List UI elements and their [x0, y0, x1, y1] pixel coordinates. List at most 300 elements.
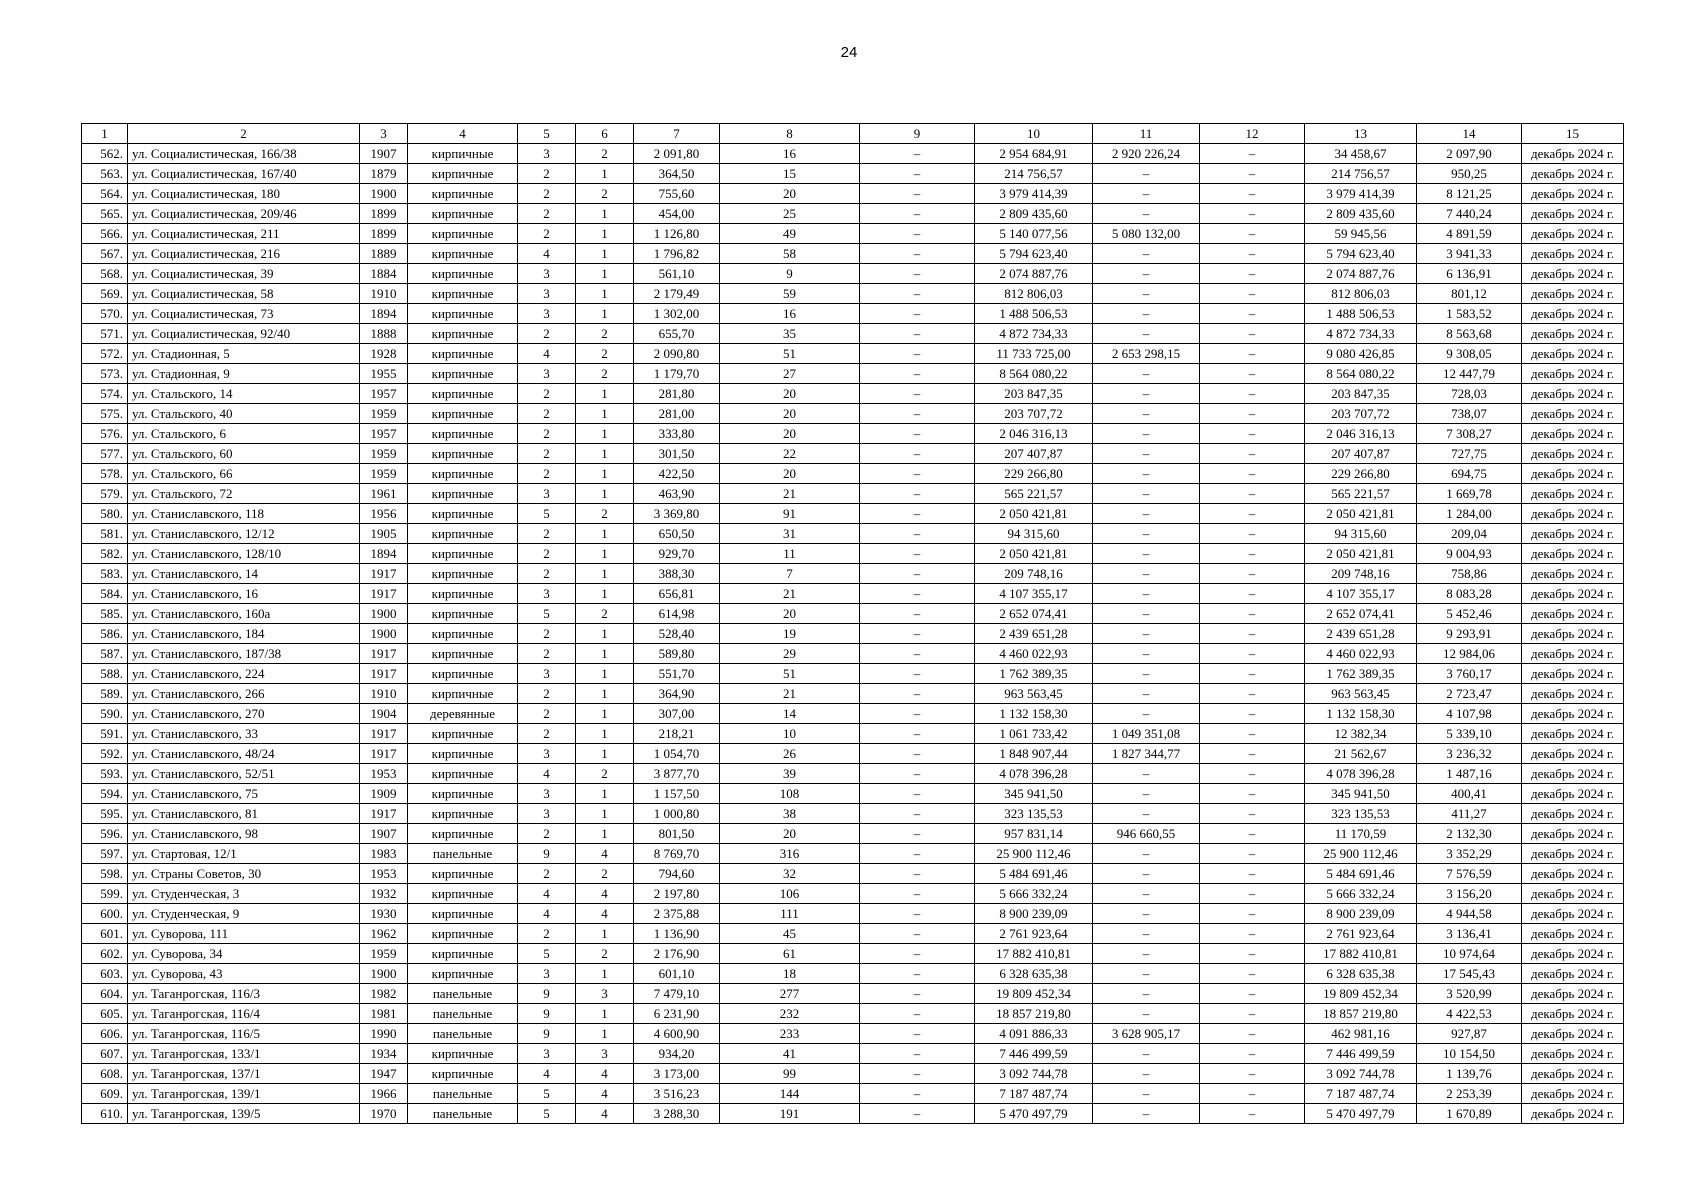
table-cell: декабрь 2024 г. — [1522, 164, 1624, 184]
table-cell: 191 — [720, 1104, 860, 1124]
table-cell: – — [1200, 904, 1305, 924]
column-header-4: 4 — [408, 124, 518, 144]
table-cell: 1 583,52 — [1417, 304, 1522, 324]
table-cell: 650,50 — [634, 524, 720, 544]
table-cell: 1 — [576, 804, 634, 824]
table-cell: 584. — [82, 584, 128, 604]
table-cell: – — [860, 184, 975, 204]
table-cell: – — [1200, 684, 1305, 704]
table-cell: 946 660,55 — [1093, 824, 1200, 844]
table-cell: 950,25 — [1417, 164, 1522, 184]
table-cell: декабрь 2024 г. — [1522, 404, 1624, 424]
table-cell: – — [1200, 1104, 1305, 1124]
table-cell: кирпичные — [408, 344, 518, 364]
table-cell: декабрь 2024 г. — [1522, 864, 1624, 884]
table-cell: 8 563,68 — [1417, 324, 1522, 344]
table-cell: 1957 — [360, 384, 408, 404]
table-row — [82, 584, 1624, 604]
table-cell: 6 231,90 — [634, 1004, 720, 1024]
table-cell: декабрь 2024 г. — [1522, 204, 1624, 224]
table-cell: 111 — [720, 904, 860, 924]
table-cell: 12 447,79 — [1417, 364, 1522, 384]
table-cell: 656,81 — [634, 584, 720, 604]
table-cell: декабрь 2024 г. — [1522, 884, 1624, 904]
table-cell: – — [860, 224, 975, 244]
table-cell: 2 091,80 — [634, 144, 720, 164]
table-cell: 1955 — [360, 364, 408, 384]
table-cell: 1917 — [360, 664, 408, 684]
table-cell: 4 872 734,33 — [975, 324, 1093, 344]
table-cell: 1 762 389,35 — [1305, 664, 1417, 684]
table-cell: кирпичные — [408, 564, 518, 584]
table-cell: 1 136,90 — [634, 924, 720, 944]
table-cell: 606. — [82, 1024, 128, 1044]
table-cell: – — [1093, 624, 1200, 644]
table-cell: 214 756,57 — [975, 164, 1093, 184]
table-cell: ул. Социалистическая, 39 — [128, 264, 360, 284]
table-cell: – — [1093, 804, 1200, 824]
table-cell: 2 — [576, 504, 634, 524]
table-cell: – — [1200, 304, 1305, 324]
table-cell: 1 — [576, 264, 634, 284]
table-cell: 4 107 355,17 — [975, 584, 1093, 604]
table-cell: 2 — [576, 764, 634, 784]
table-cell: 4 — [518, 344, 576, 364]
table-cell: 3 — [518, 744, 576, 764]
table-cell: – — [1200, 524, 1305, 544]
table-cell: 20 — [720, 404, 860, 424]
table-cell: декабрь 2024 г. — [1522, 744, 1624, 764]
table-cell: – — [1200, 544, 1305, 564]
table-cell: ул. Социалистическая, 209/46 — [128, 204, 360, 224]
table-cell: деревянные — [408, 704, 518, 724]
table-cell: ул. Стадионная, 9 — [128, 364, 360, 384]
table-cell: кирпичные — [408, 784, 518, 804]
table-row — [82, 204, 1624, 224]
table-cell: 2 050 421,81 — [1305, 504, 1417, 524]
table-cell: 1 — [576, 704, 634, 724]
table-cell: 51 — [720, 664, 860, 684]
table-cell: ул. Станиславского, 16 — [128, 584, 360, 604]
table-cell: 3 628 905,17 — [1093, 1024, 1200, 1044]
table-cell: – — [1093, 444, 1200, 464]
table-cell: 727,75 — [1417, 444, 1522, 464]
table-cell: 38 — [720, 804, 860, 824]
table-cell: – — [860, 844, 975, 864]
table-cell: 108 — [720, 784, 860, 804]
table-cell: ул. Социалистическая, 92/40 — [128, 324, 360, 344]
table-cell: 3 288,30 — [634, 1104, 720, 1124]
table-cell: – — [860, 504, 975, 524]
table-cell: кирпичные — [408, 724, 518, 744]
table-cell: 1 — [576, 964, 634, 984]
table-cell: 801,12 — [1417, 284, 1522, 304]
table-row — [82, 1044, 1624, 1064]
table-cell: 561,10 — [634, 264, 720, 284]
table-cell: – — [860, 624, 975, 644]
table-cell: – — [860, 364, 975, 384]
table-cell: ул. Социалистическая, 216 — [128, 244, 360, 264]
table-cell: ул. Студенческая, 3 — [128, 884, 360, 904]
table-cell: кирпичные — [408, 824, 518, 844]
table-cell: декабрь 2024 г. — [1522, 824, 1624, 844]
table-cell: – — [1200, 424, 1305, 444]
table-cell: – — [860, 144, 975, 164]
table-cell: кирпичные — [408, 624, 518, 644]
table-cell: – — [1200, 864, 1305, 884]
table-cell: 4 078 396,28 — [975, 764, 1093, 784]
table-cell: 812 806,03 — [1305, 284, 1417, 304]
table-cell: 3 979 414,39 — [1305, 184, 1417, 204]
table-cell: 3 979 414,39 — [975, 184, 1093, 204]
table-cell: ул. Стартовая, 12/1 — [128, 844, 360, 864]
table-cell: 1 049 351,08 — [1093, 724, 1200, 744]
table-cell: 2 097,90 — [1417, 144, 1522, 164]
column-header-13: 13 — [1305, 124, 1417, 144]
table-cell: – — [860, 664, 975, 684]
table-cell: 1884 — [360, 264, 408, 284]
table-cell: 1 — [576, 824, 634, 844]
table-cell: 3 — [518, 664, 576, 684]
table-cell: декабрь 2024 г. — [1522, 964, 1624, 984]
table-row — [82, 604, 1624, 624]
table-cell: 1 139,76 — [1417, 1064, 1522, 1084]
table-cell: 1 — [576, 424, 634, 444]
table-cell: 577. — [82, 444, 128, 464]
table-cell: 2 253,39 — [1417, 1084, 1522, 1104]
table-cell: – — [1200, 884, 1305, 904]
table-row — [82, 144, 1624, 164]
table-cell: ул. Стальского, 14 — [128, 384, 360, 404]
table-cell: – — [1200, 744, 1305, 764]
table-cell: 1 — [576, 924, 634, 944]
table-cell: 9 — [518, 844, 576, 864]
table-cell: 601. — [82, 924, 128, 944]
table-cell: декабрь 2024 г. — [1522, 384, 1624, 404]
table-cell: 801,50 — [634, 824, 720, 844]
table-cell: декабрь 2024 г. — [1522, 144, 1624, 164]
table-cell: – — [860, 444, 975, 464]
table-cell: 2 — [576, 144, 634, 164]
table-cell: – — [1093, 564, 1200, 584]
table-cell: – — [1093, 284, 1200, 304]
table-cell: 2 723,47 — [1417, 684, 1522, 704]
table-cell: – — [1093, 164, 1200, 184]
table-cell: 1 — [576, 564, 634, 584]
table-cell: 572. — [82, 344, 128, 364]
table-cell: 1970 — [360, 1104, 408, 1124]
table-cell: – — [1200, 284, 1305, 304]
table-cell: 1959 — [360, 944, 408, 964]
table-cell: 364,50 — [634, 164, 720, 184]
table-cell: декабрь 2024 г. — [1522, 724, 1624, 744]
table-cell: декабрь 2024 г. — [1522, 624, 1624, 644]
table-cell: – — [860, 684, 975, 704]
table-row — [82, 864, 1624, 884]
table-cell: 20 — [720, 184, 860, 204]
table-cell: – — [1093, 364, 1200, 384]
table-cell: 609. — [82, 1084, 128, 1104]
table-cell: 2 375,88 — [634, 904, 720, 924]
table-cell: – — [860, 744, 975, 764]
table-cell: 41 — [720, 1044, 860, 1064]
table-cell: – — [1200, 664, 1305, 684]
table-cell: декабрь 2024 г. — [1522, 664, 1624, 684]
table-cell: ул. Стальского, 66 — [128, 464, 360, 484]
table-cell: кирпичные — [408, 464, 518, 484]
table-row — [82, 784, 1624, 804]
table-cell: 3 760,17 — [1417, 664, 1522, 684]
table-cell: 2 809 435,60 — [1305, 204, 1417, 224]
table-cell: – — [860, 164, 975, 184]
table-cell: – — [1093, 984, 1200, 1004]
table-row — [82, 1104, 1624, 1124]
table-cell: 2 — [518, 464, 576, 484]
table-cell: 1 132 158,30 — [1305, 704, 1417, 724]
table-row — [82, 404, 1624, 424]
table-cell: 8 083,28 — [1417, 584, 1522, 604]
table-row — [82, 504, 1624, 524]
table-cell: кирпичные — [408, 664, 518, 684]
table-row — [82, 644, 1624, 664]
table-cell: 2 — [518, 544, 576, 564]
table-cell: – — [1093, 884, 1200, 904]
table-cell: 4 422,53 — [1417, 1004, 1522, 1024]
table-cell: 4 — [518, 884, 576, 904]
table-cell: ул. Таганрогская, 116/5 — [128, 1024, 360, 1044]
table-cell: 4 — [518, 1064, 576, 1084]
table-row — [82, 884, 1624, 904]
table-cell: – — [1093, 424, 1200, 444]
table-cell: 3 516,23 — [634, 1084, 720, 1104]
table-cell: ул. Станиславского, 52/51 — [128, 764, 360, 784]
column-header-8: 8 — [720, 124, 860, 144]
table-cell: 1959 — [360, 404, 408, 424]
table-cell: 16 — [720, 304, 860, 324]
table-row — [82, 1084, 1624, 1104]
table-cell: 1 488 506,53 — [1305, 304, 1417, 324]
table-cell: 3 — [576, 1044, 634, 1064]
table-cell: 39 — [720, 764, 860, 784]
table-cell: 755,60 — [634, 184, 720, 204]
table-cell: 49 — [720, 224, 860, 244]
table-cell: ул. Станиславского, 81 — [128, 804, 360, 824]
table-cell: 9 080 426,85 — [1305, 344, 1417, 364]
table-cell: 571. — [82, 324, 128, 344]
table-cell: ул. Суворова, 43 — [128, 964, 360, 984]
table-cell: – — [1200, 824, 1305, 844]
table-cell: – — [1200, 244, 1305, 264]
table-cell: – — [860, 464, 975, 484]
table-cell: 2 652 074,41 — [1305, 604, 1417, 624]
table-cell: 26 — [720, 744, 860, 764]
table-cell: кирпичные — [408, 204, 518, 224]
table-cell: 94 315,60 — [1305, 524, 1417, 544]
table-cell: 2 — [518, 624, 576, 644]
table-cell: кирпичные — [408, 644, 518, 664]
table-row — [82, 924, 1624, 944]
table-cell: 4 — [576, 1084, 634, 1104]
table-cell: декабрь 2024 г. — [1522, 644, 1624, 664]
table-cell: 4 — [576, 844, 634, 864]
table-cell: – — [1093, 1004, 1200, 1024]
table-cell: – — [1200, 624, 1305, 644]
table-cell: – — [1093, 384, 1200, 404]
table-cell: 2 179,49 — [634, 284, 720, 304]
table-cell: 7 576,59 — [1417, 864, 1522, 884]
table-cell: – — [1200, 564, 1305, 584]
table-cell: – — [1200, 584, 1305, 604]
table-cell: декабрь 2024 г. — [1522, 584, 1624, 604]
table-cell: декабрь 2024 г. — [1522, 444, 1624, 464]
table-cell: 1928 — [360, 344, 408, 364]
table-cell: 2 — [518, 524, 576, 544]
table-row — [82, 664, 1624, 684]
table-cell: декабрь 2024 г. — [1522, 1064, 1624, 1084]
table-cell: – — [1200, 164, 1305, 184]
table-cell: 4 944,58 — [1417, 904, 1522, 924]
table-cell: 3 — [518, 784, 576, 804]
table-cell: 4 091 886,33 — [975, 1024, 1093, 1044]
table-cell: ул. Станиславского, 118 — [128, 504, 360, 524]
table-cell: 1 488 506,53 — [975, 304, 1093, 324]
table-cell: – — [1093, 844, 1200, 864]
table-cell: – — [860, 584, 975, 604]
table-cell: 422,50 — [634, 464, 720, 484]
table-cell: 2 — [576, 184, 634, 204]
table-cell: 1953 — [360, 864, 408, 884]
table-cell: декабрь 2024 г. — [1522, 784, 1624, 804]
table-cell: 34 458,67 — [1305, 144, 1417, 164]
table-cell: 1961 — [360, 484, 408, 504]
table-row — [82, 264, 1624, 284]
table-row — [82, 324, 1624, 344]
table-cell: – — [1093, 784, 1200, 804]
table-cell: 2 — [518, 864, 576, 884]
table-cell: 4 078 396,28 — [1305, 764, 1417, 784]
table-cell: 35 — [720, 324, 860, 344]
table-cell: ул. Станиславского, 160а — [128, 604, 360, 624]
table-cell: 1 — [576, 644, 634, 664]
table-cell: кирпичные — [408, 484, 518, 504]
table-cell: декабрь 2024 г. — [1522, 1004, 1624, 1024]
table-cell: 5 080 132,00 — [1093, 224, 1200, 244]
table-cell: 5 666 332,24 — [1305, 884, 1417, 904]
table-cell: 6 328 635,38 — [1305, 964, 1417, 984]
table-cell: ул. Социалистическая, 167/40 — [128, 164, 360, 184]
table-cell: – — [1200, 364, 1305, 384]
table-cell: – — [860, 944, 975, 964]
table-cell: 7 308,27 — [1417, 424, 1522, 444]
table-cell: декабрь 2024 г. — [1522, 1024, 1624, 1044]
table-cell: – — [1200, 784, 1305, 804]
table-cell: 565 221,57 — [1305, 484, 1417, 504]
table-cell: 7 446 499,59 — [1305, 1044, 1417, 1064]
table-cell: 2 — [518, 564, 576, 584]
table-cell: 3 173,00 — [634, 1064, 720, 1084]
table-cell: 1879 — [360, 164, 408, 184]
table-cell: декабрь 2024 г. — [1522, 304, 1624, 324]
table-cell: 2 652 074,41 — [975, 604, 1093, 624]
table-cell: 21 — [720, 484, 860, 504]
table-cell: декабрь 2024 г. — [1522, 844, 1624, 864]
table-cell: 5 452,46 — [1417, 604, 1522, 624]
table-cell: – — [1200, 144, 1305, 164]
table-cell: 1 157,50 — [634, 784, 720, 804]
table-cell: 1 — [576, 224, 634, 244]
table-cell: 1899 — [360, 224, 408, 244]
table-cell: – — [860, 1104, 975, 1124]
table-cell: 1889 — [360, 244, 408, 264]
table-cell: декабрь 2024 г. — [1522, 944, 1624, 964]
table-cell: 8 564 080,22 — [975, 364, 1093, 384]
table-cell: ул. Студенческая, 9 — [128, 904, 360, 924]
table-cell: – — [1093, 304, 1200, 324]
column-header-6: 6 — [576, 124, 634, 144]
table-cell: 1917 — [360, 644, 408, 664]
table-cell: 7 440,24 — [1417, 204, 1522, 224]
table-cell: 1 848 907,44 — [975, 744, 1093, 764]
table-cell: 17 882 410,81 — [975, 944, 1093, 964]
table-cell: кирпичные — [408, 524, 518, 544]
table-cell: 604. — [82, 984, 128, 1004]
table-cell: ул. Станиславского, 224 — [128, 664, 360, 684]
table-cell: 1990 — [360, 1024, 408, 1044]
table-cell: 2 — [576, 604, 634, 624]
table-cell: кирпичные — [408, 604, 518, 624]
table-cell: 2 — [576, 324, 634, 344]
table-cell: 5 484 691,46 — [1305, 864, 1417, 884]
table-cell: – — [1200, 1084, 1305, 1104]
table-row — [82, 544, 1624, 564]
table-cell: 605. — [82, 1004, 128, 1024]
table-cell: 4 460 022,93 — [1305, 644, 1417, 664]
table-cell: 2 809 435,60 — [975, 204, 1093, 224]
header-row — [82, 124, 1624, 144]
table-cell: кирпичные — [408, 284, 518, 304]
table-cell: декабрь 2024 г. — [1522, 1044, 1624, 1064]
table-cell: 3 — [518, 804, 576, 824]
table-cell: – — [1200, 984, 1305, 1004]
table-cell: 323 135,53 — [975, 804, 1093, 824]
table-cell: 2 761 923,64 — [975, 924, 1093, 944]
table-cell: 18 857 219,80 — [975, 1004, 1093, 1024]
table-cell: – — [860, 804, 975, 824]
table-cell: – — [1093, 924, 1200, 944]
table-cell: 1947 — [360, 1064, 408, 1084]
table-cell: 1 — [576, 684, 634, 704]
column-header-2: 2 — [128, 124, 360, 144]
table-cell: – — [860, 1084, 975, 1104]
table-row — [82, 344, 1624, 364]
table-cell: 1 — [576, 624, 634, 644]
table-cell: 2 — [576, 864, 634, 884]
table-cell: декабрь 2024 г. — [1522, 704, 1624, 724]
table-cell: 1966 — [360, 1084, 408, 1104]
table-cell: 1900 — [360, 184, 408, 204]
table-cell: 2 — [518, 644, 576, 664]
table-cell: ул. Станиславского, 12/12 — [128, 524, 360, 544]
table-cell: 4 — [576, 904, 634, 924]
table-cell: 1 — [576, 784, 634, 804]
table-cell: 29 — [720, 644, 860, 664]
table-cell: кирпичные — [408, 584, 518, 604]
table-cell: 1 284,00 — [1417, 504, 1522, 524]
table-cell: 1910 — [360, 284, 408, 304]
table-cell: 400,41 — [1417, 784, 1522, 804]
table-cell: – — [1093, 264, 1200, 284]
table-cell: 20 — [720, 824, 860, 844]
